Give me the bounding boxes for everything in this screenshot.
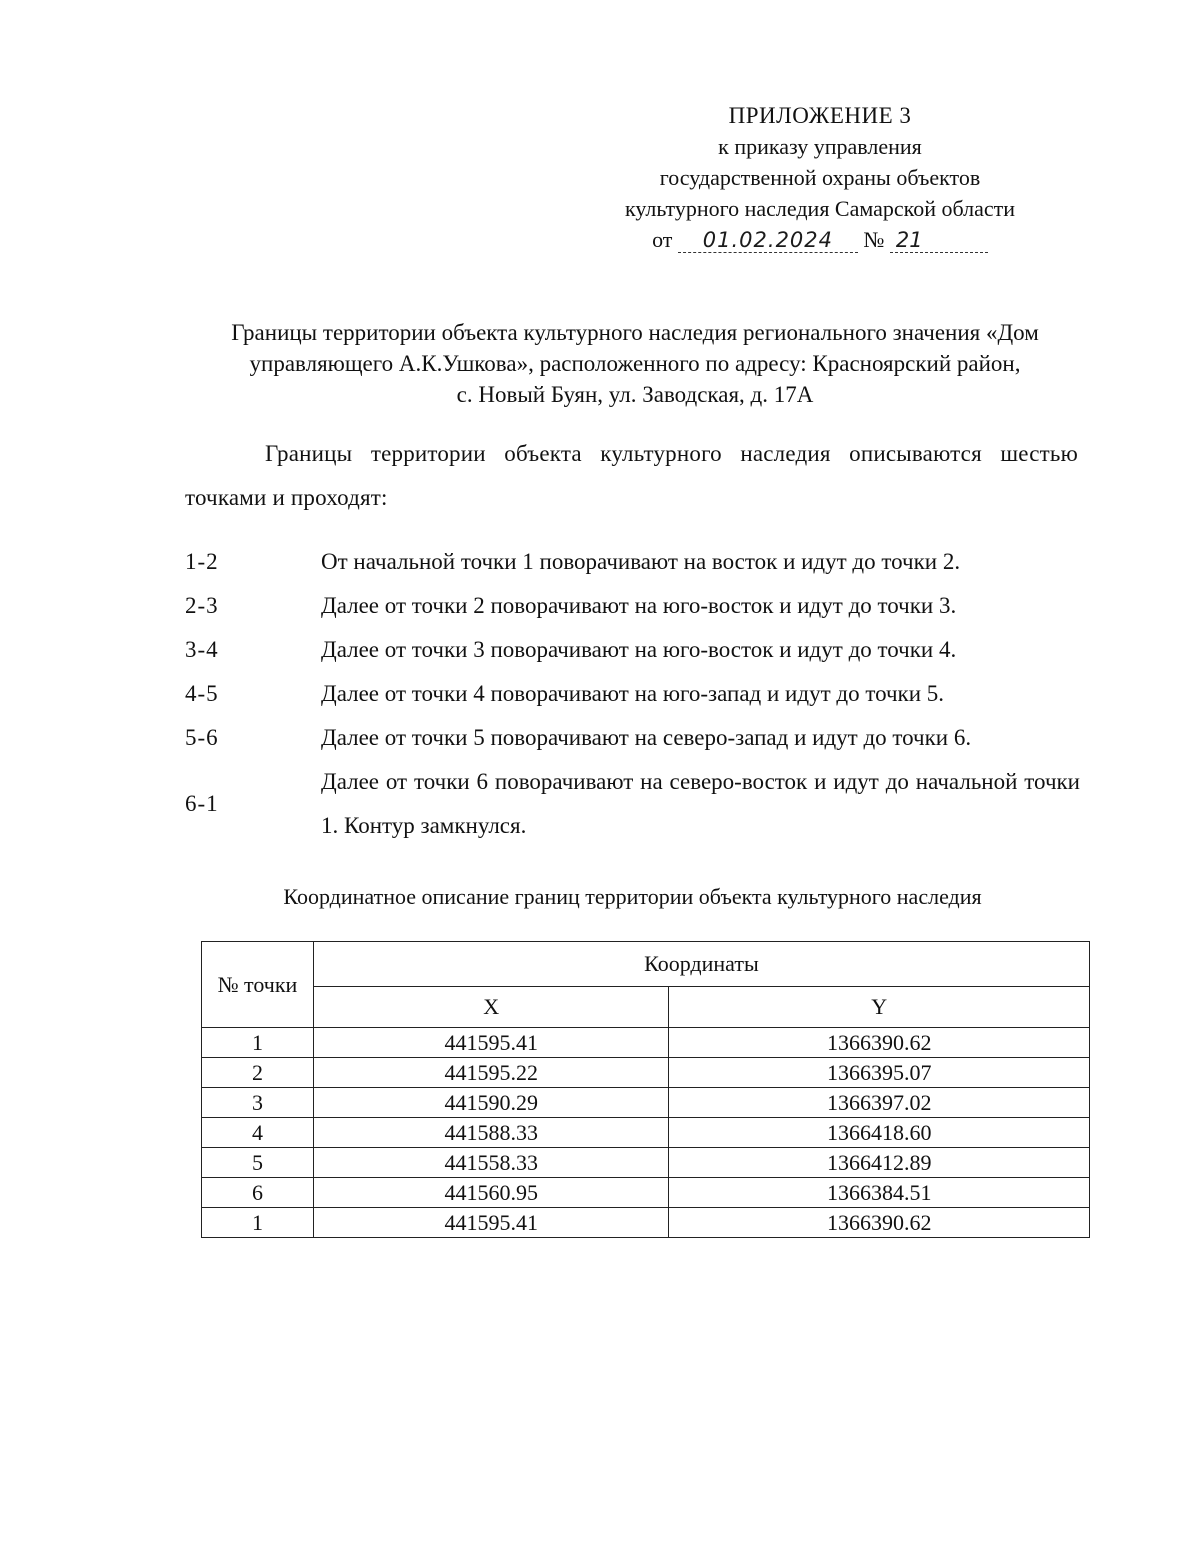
header-y: Y bbox=[669, 987, 1090, 1028]
coordinates-caption: Координатное описание границ территории объекта культурного наследия bbox=[283, 884, 982, 909]
table-row bbox=[202, 1118, 1090, 1148]
document-title bbox=[150, 317, 1120, 410]
table-row bbox=[202, 1208, 1090, 1238]
cell-x: 441558.33 bbox=[313, 1148, 669, 1178]
header-point-number: № точки bbox=[202, 942, 314, 1028]
table-row bbox=[202, 1088, 1090, 1118]
segment-text: Далее от точки 3 поворачивают на юго-восток и идут до точки 4. bbox=[321, 637, 957, 662]
appendix-block bbox=[560, 100, 1080, 255]
cell-y: 1366384.51 bbox=[669, 1178, 1090, 1208]
cell-x: 441590.29 bbox=[313, 1088, 669, 1118]
appendix-line: культурного наследия Самарской области bbox=[624, 196, 1016, 221]
cell-point: 4 bbox=[202, 1118, 314, 1148]
coordinates-table bbox=[201, 941, 1090, 1238]
title-line: Границы территории объекта культурного наследия регионального значения «Дом bbox=[231, 320, 1039, 345]
segment-text: Далее от точки 5 поворачивают на северо-запад и идут до точки 6. bbox=[321, 725, 972, 750]
segment-text: Далее от точки 2 поворачивают на юго-восток и идут до точки 3. bbox=[321, 593, 957, 618]
handwritten-date: 01.02.2024 bbox=[678, 228, 858, 253]
header-coordinates: Координаты bbox=[313, 942, 1089, 987]
segment-code: 3-4 bbox=[185, 637, 219, 662]
cell-y: 1366395.07 bbox=[669, 1058, 1090, 1088]
order-date-line bbox=[560, 224, 1080, 255]
cell-point: 2 bbox=[202, 1058, 314, 1088]
cell-point: 1 bbox=[202, 1208, 314, 1238]
cell-y: 1366412.89 bbox=[669, 1148, 1090, 1178]
segment-text: Далее от точки 6 поворачивают на северо-восток и идут до начальной точки 1. Контур замкнулся. bbox=[321, 769, 1080, 838]
cell-y: 1366418.60 bbox=[669, 1118, 1090, 1148]
route-segment bbox=[185, 716, 1080, 760]
segment-code: 6-1 bbox=[185, 791, 219, 816]
title-line: управляющего А.К.Ушкова», расположенного по адресу: Красноярский район, bbox=[249, 351, 1021, 376]
segment-code: 2-3 bbox=[185, 593, 219, 618]
number-prefix: № bbox=[863, 227, 885, 252]
table-row bbox=[202, 1148, 1090, 1178]
appendix-heading: ПРИЛОЖЕНИЕ 3 bbox=[728, 103, 912, 128]
segment-code: 1-2 bbox=[185, 549, 219, 574]
table-row bbox=[202, 1058, 1090, 1088]
cell-x: 441595.41 bbox=[313, 1028, 669, 1058]
cell-y: 1366390.62 bbox=[669, 1028, 1090, 1058]
cell-point: 6 bbox=[202, 1178, 314, 1208]
cell-x: 441595.22 bbox=[313, 1058, 669, 1088]
cell-y: 1366397.02 bbox=[669, 1088, 1090, 1118]
cell-point: 3 bbox=[202, 1088, 314, 1118]
route-segment bbox=[185, 760, 1080, 848]
segment-code: 4-5 bbox=[185, 681, 219, 706]
header-x: X bbox=[313, 987, 669, 1028]
segment-code: 5-6 bbox=[185, 725, 219, 750]
table-row bbox=[202, 1028, 1090, 1058]
cell-y: 1366390.62 bbox=[669, 1208, 1090, 1238]
cell-point: 5 bbox=[202, 1148, 314, 1178]
route-segment bbox=[185, 628, 1080, 672]
cell-point: 1 bbox=[202, 1028, 314, 1058]
table-row bbox=[202, 1178, 1090, 1208]
date-prefix: от bbox=[652, 227, 673, 252]
cell-x: 441595.41 bbox=[313, 1208, 669, 1238]
route-segment bbox=[185, 672, 1080, 716]
segment-text: Далее от точки 4 поворачивают на юго-запад и идут до точки 5. bbox=[321, 681, 945, 706]
segment-text: От начальной точки 1 поворачивают на восток и идут до точки 2. bbox=[321, 549, 961, 574]
cell-x: 441560.95 bbox=[313, 1178, 669, 1208]
appendix-line: к приказу управления bbox=[718, 134, 922, 159]
title-line: с. Новый Буян, ул. Заводская, д. 17А bbox=[456, 382, 814, 407]
route-segment bbox=[185, 584, 1080, 628]
route-description-list bbox=[185, 540, 1080, 848]
intro-paragraph: Границы территории объекта культурного наследия описываются шестью точками и проходят: bbox=[185, 441, 1078, 510]
route-segment bbox=[185, 540, 1080, 584]
cell-x: 441588.33 bbox=[313, 1118, 669, 1148]
handwritten-number: 21 bbox=[890, 228, 988, 253]
appendix-line: государственной охраны объектов bbox=[659, 165, 981, 190]
